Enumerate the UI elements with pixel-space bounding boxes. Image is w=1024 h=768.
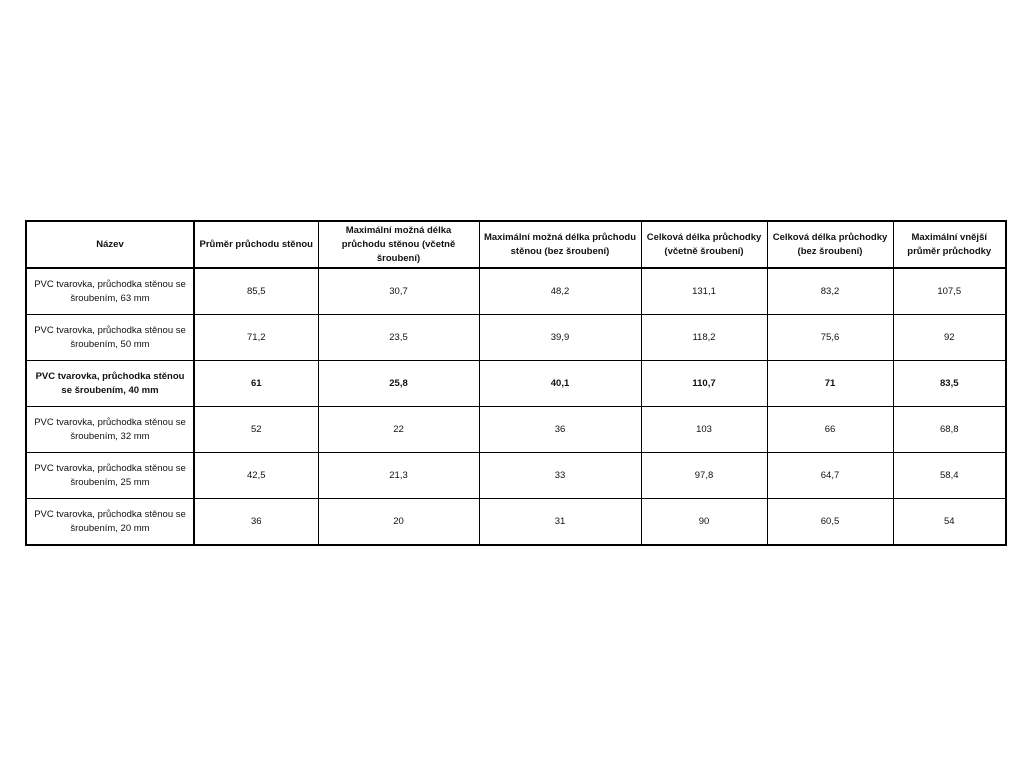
cell-value: 25,8 [318, 361, 479, 407]
cell-value: 30,7 [318, 268, 479, 315]
header-max-outer-diameter: Maximální vnější průměr průchodky [893, 221, 1006, 268]
table-row [26, 407, 1006, 453]
cell-value: 42,5 [194, 453, 318, 499]
cell-value: 22 [318, 407, 479, 453]
cell-value: 39,9 [479, 315, 641, 361]
cell-value: 118,2 [641, 315, 767, 361]
cell-value: 36 [479, 407, 641, 453]
table-row [26, 268, 1006, 315]
table-header [26, 221, 1006, 268]
cell-value: 83,5 [893, 361, 1006, 407]
cell-value: 20 [318, 499, 479, 546]
cell-value: 90 [641, 499, 767, 546]
cell-value: 64,7 [767, 453, 893, 499]
cell-name: PVC tvarovka, průchodka stěnou se šroubením, 32 mm [26, 407, 194, 453]
table-body [26, 268, 1006, 545]
header-name: Název [26, 221, 194, 268]
spec-table [25, 220, 1007, 546]
cell-value: 33 [479, 453, 641, 499]
header-total-length-without-fitting: Celková délka průchodky (bez šroubení) [767, 221, 893, 268]
cell-name: PVC tvarovka, průchodka stěnou se šroubením, 25 mm [26, 453, 194, 499]
cell-value: 23,5 [318, 315, 479, 361]
cell-value: 40,1 [479, 361, 641, 407]
header-wall-passage-diameter: Průměr průchodu stěnou [194, 221, 318, 268]
cell-value: 21,3 [318, 453, 479, 499]
table-row-highlighted [26, 361, 1006, 407]
cell-value: 71 [767, 361, 893, 407]
cell-value: 103 [641, 407, 767, 453]
header-max-length-without-fitting: Maximální možná délka průchodu stěnou (bez šroubení) [479, 221, 641, 268]
cell-value: 52 [194, 407, 318, 453]
cell-value: 60,5 [767, 499, 893, 546]
cell-name: PVC tvarovka, průchodka stěnou se šroubením, 40 mm [26, 361, 194, 407]
cell-value: 92 [893, 315, 1006, 361]
cell-name: PVC tvarovka, průchodka stěnou se šroubením, 50 mm [26, 315, 194, 361]
cell-value: 71,2 [194, 315, 318, 361]
cell-value: 97,8 [641, 453, 767, 499]
cell-value: 83,2 [767, 268, 893, 315]
table-row [26, 499, 1006, 546]
header-row [26, 221, 1006, 268]
spec-table-container [25, 220, 1005, 546]
cell-value: 85,5 [194, 268, 318, 315]
cell-value: 110,7 [641, 361, 767, 407]
cell-value: 31 [479, 499, 641, 546]
cell-name: PVC tvarovka, průchodka stěnou se šroubením, 63 mm [26, 268, 194, 315]
cell-value: 75,6 [767, 315, 893, 361]
table-row [26, 315, 1006, 361]
cell-value: 61 [194, 361, 318, 407]
cell-value: 107,5 [893, 268, 1006, 315]
cell-value: 54 [893, 499, 1006, 546]
cell-value: 68,8 [893, 407, 1006, 453]
table-row [26, 453, 1006, 499]
cell-value: 48,2 [479, 268, 641, 315]
cell-name: PVC tvarovka, průchodka stěnou se šroubením, 20 mm [26, 499, 194, 546]
cell-value: 58,4 [893, 453, 1006, 499]
cell-value: 36 [194, 499, 318, 546]
cell-value: 131,1 [641, 268, 767, 315]
header-total-length-with-fitting: Celková délka průchodky (včetně šroubení) [641, 221, 767, 268]
cell-value: 66 [767, 407, 893, 453]
header-max-length-with-fitting: Maximální možná délka průchodu stěnou (včetně šroubení) [318, 221, 479, 268]
